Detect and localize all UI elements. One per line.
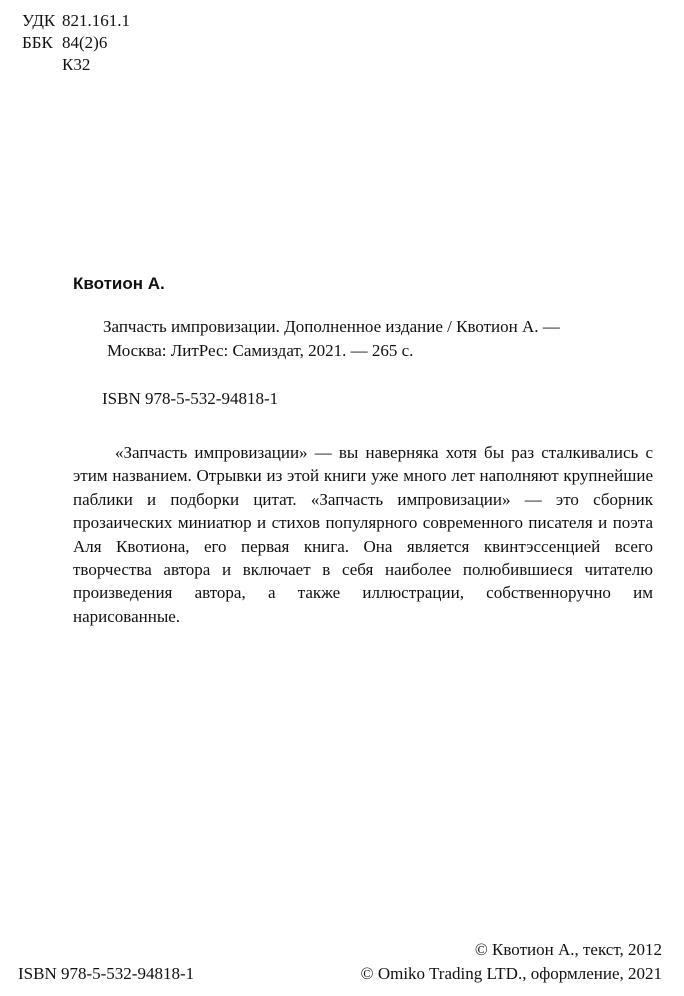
bibliographic-description [103,315,560,363]
author-heading: Квотион А. [73,274,165,293]
catalog-block [22,10,130,76]
isbn-bottom: ISBN 978-5-532-94818-1 [18,964,195,983]
copyright-text: © Квотион А., текст, 2012 [474,940,662,959]
udk-label: УДК [22,11,56,30]
isbn-top: ISBN 978-5-532-94818-1 [102,389,279,408]
bbk-row [22,32,130,54]
bibliographic-line-1: Запчасть импровизации. Дополненное издание / Квотион А. — [103,317,560,336]
udk-row [22,10,130,32]
abstract-paragraph: «Запчасть импровизации» — вы наверняка хотя бы раз сталкивались с этим названием. Отрывки из этой книги уже много лет наполняют крупнейшие паблики и подборки цитат. «Запчасть импровизации» — это сборник прозаических миниатюр и стихов популярного современного писателя и поэта Аля Квотиона, его первая книга. Она является квинтэссенцией всего творчества автора и включает в себя наиболее полюбившиеся читателю произведения автора, а также иллюстрации, собственноручно им нарисованные. [73,443,653,626]
author-sign-spacer [22,54,62,76]
bibliographic-line-2: Москва: ЛитРес: Самиздат, 2021. — 265 с. [107,341,414,360]
author-sign-row [22,54,130,76]
udk-value: 821.161.1 [62,11,130,30]
author-sign: К32 [62,55,91,74]
copyright-design: © Omiko Trading LTD., оформление, 2021 [360,964,662,983]
bbk-value: 84(2)6 [62,33,108,52]
bbk-label: ББК [22,33,53,52]
copyright-block [361,938,662,986]
